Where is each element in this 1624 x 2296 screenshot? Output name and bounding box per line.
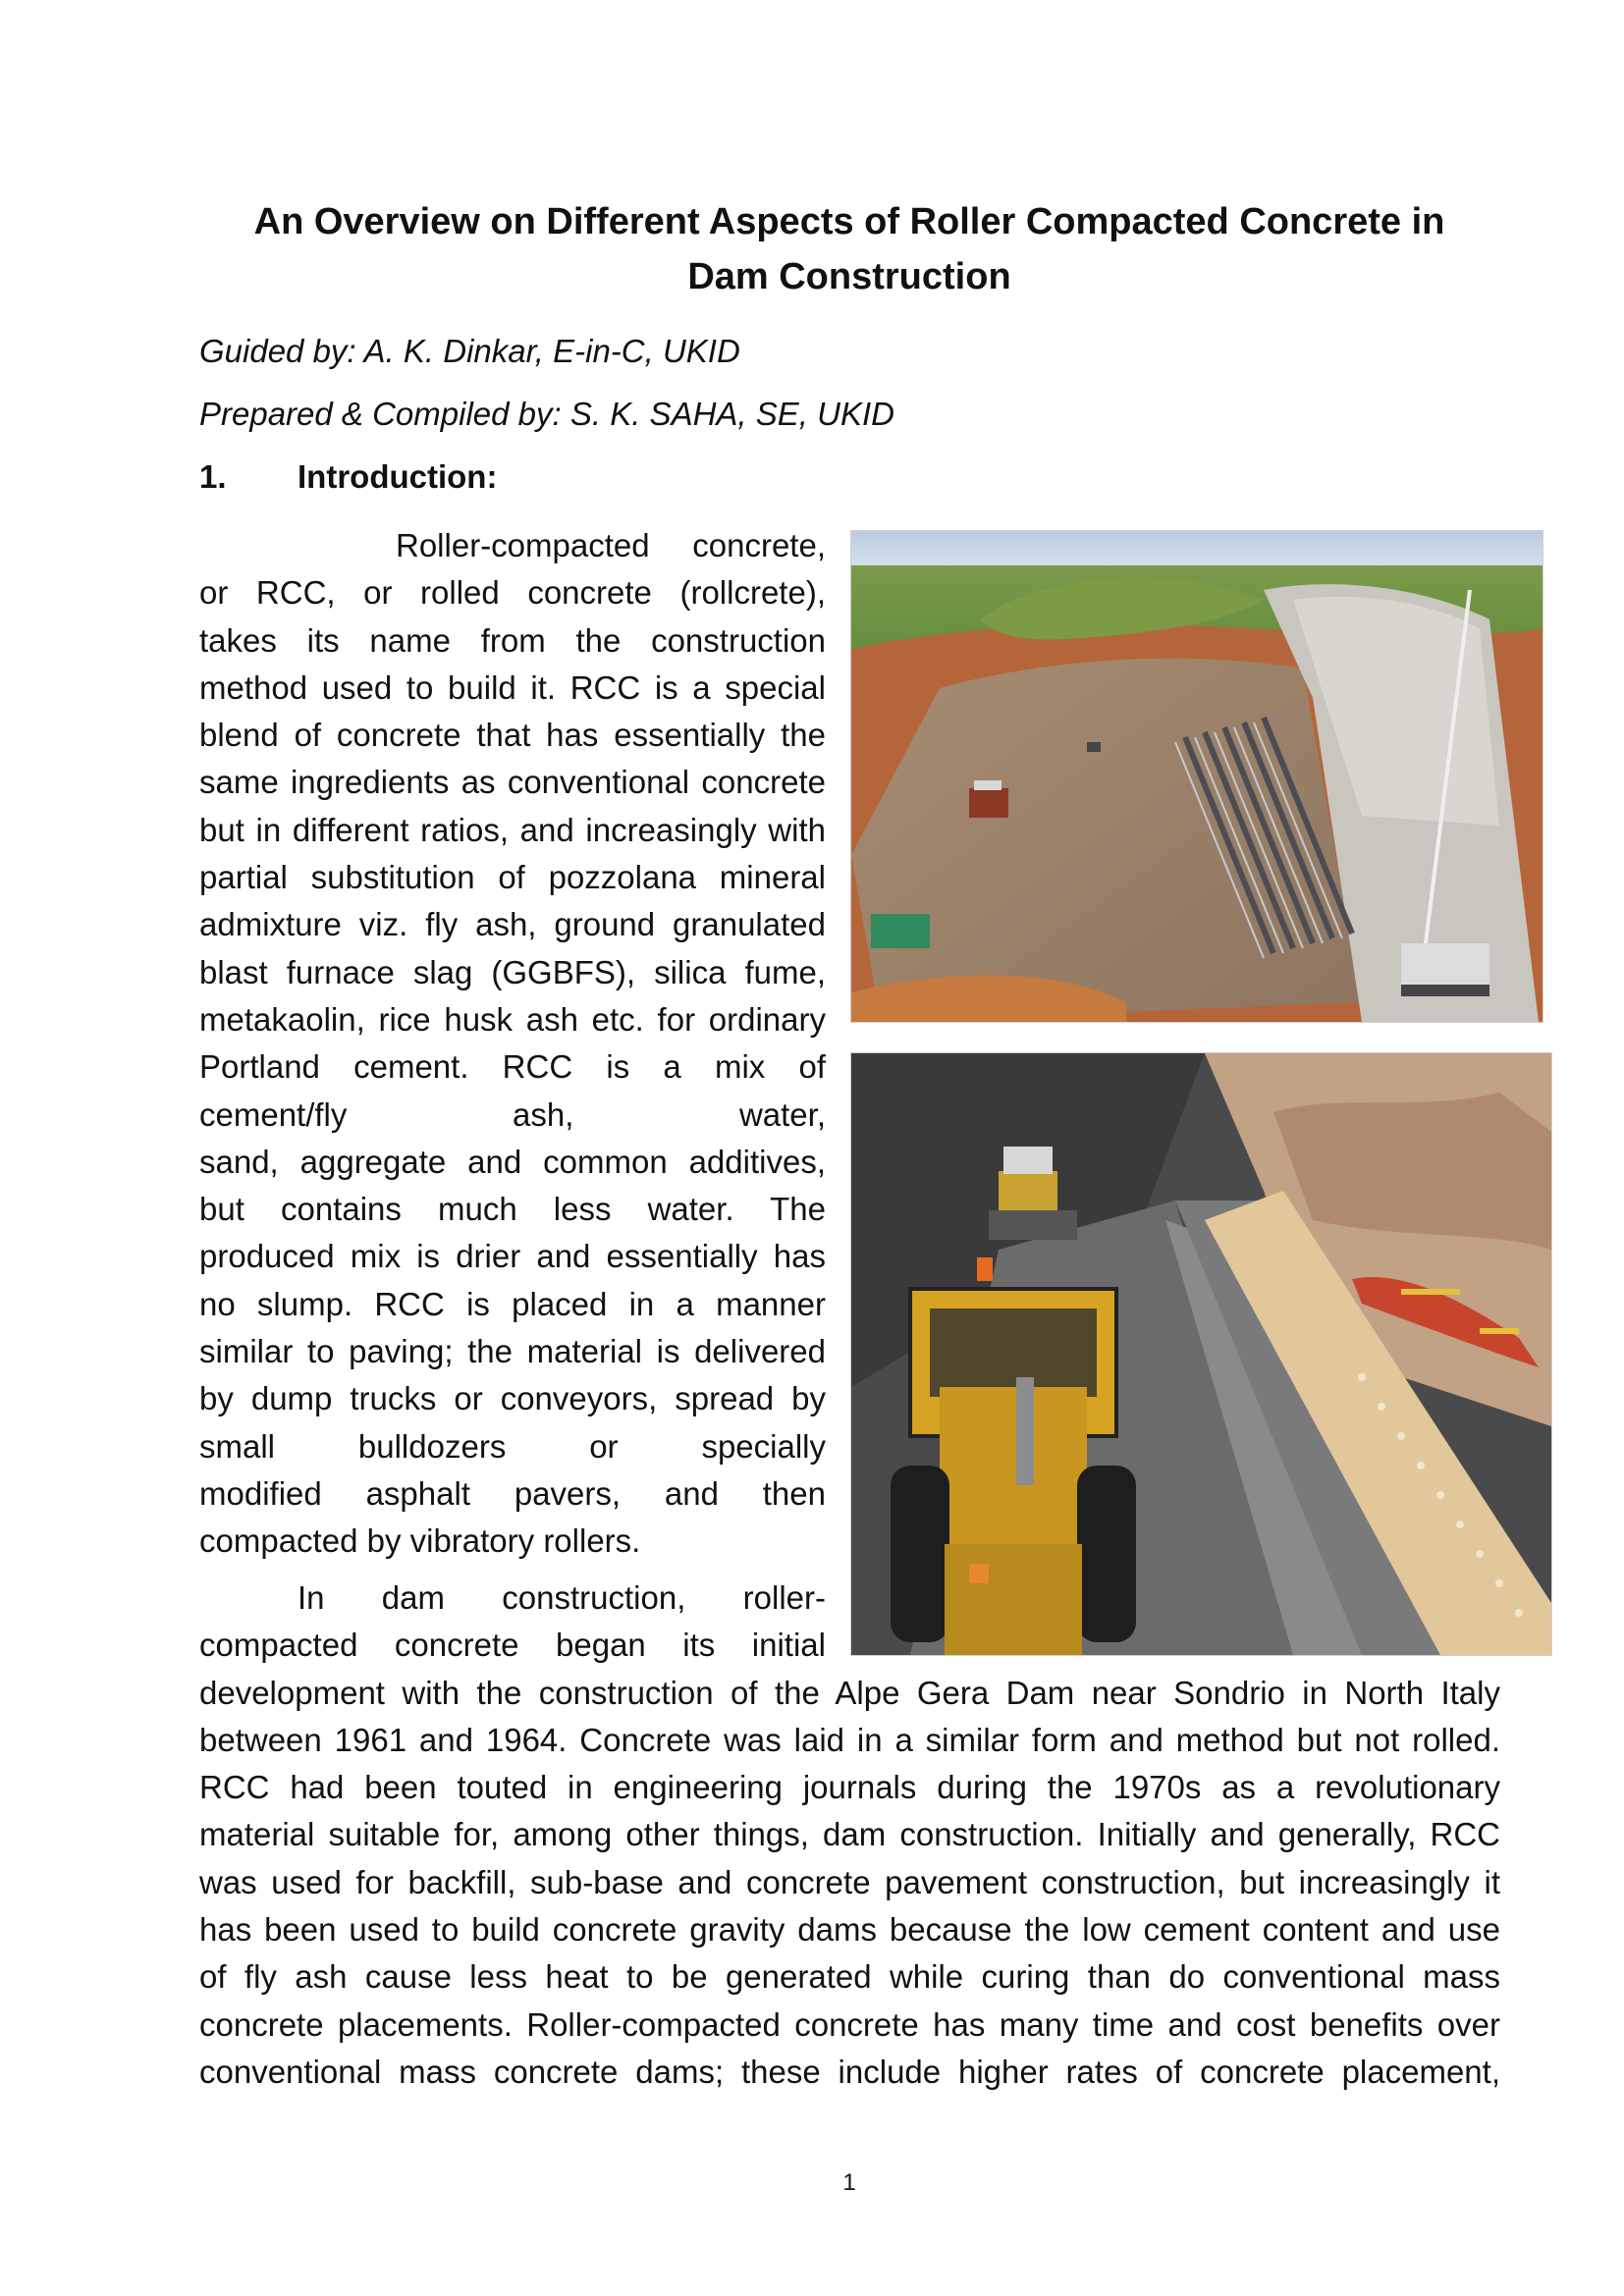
document-title — [196, 194, 1502, 304]
text-line: Roller-compacted concrete, — [396, 527, 826, 563]
text-line: of fly ash cause less heat to be generated while curing than do conventional mass — [199, 1958, 1500, 1996]
intro-paragraph-1 — [199, 522, 826, 1566]
text-line: takes its name from the construction — [199, 621, 826, 659]
rcc-loader-illustration — [851, 1053, 1551, 1655]
intro-paragraph-2-body — [199, 1670, 1500, 2097]
text-line: compacted concrete began its initial — [199, 1627, 826, 1664]
text-line: similar to paving; the material is delivered — [199, 1333, 826, 1370]
text-line: small bulldozers or specially — [199, 1427, 826, 1465]
text-line: modified asphalt pavers, and then — [199, 1474, 826, 1512]
text-line: admixture viz. fly ash, ground granulated — [199, 906, 826, 943]
section-number: 1. — [199, 458, 227, 495]
intro-paragraph-2-start — [199, 1575, 826, 1670]
text-line: blend of concrete that has essentially the — [199, 717, 826, 754]
title-line-2: Dam Construction — [687, 256, 1011, 297]
photo-rcc-dam-aerial — [850, 530, 1543, 1023]
text-line: was used for backfill, sub-base and concrete pavement construction, but increasingly it — [199, 1863, 1500, 1900]
text-line: conventional mass concrete dams; these include higher rates of concrete placement, — [199, 2053, 1500, 2090]
text-line: has been used to build concrete gravity dams because the low cement content and use — [199, 1911, 1500, 1949]
photo-rcc-loader-closeup — [850, 1052, 1552, 1656]
text-line: sand, aggregate and common additives, — [199, 1143, 826, 1180]
text-line: no slump. RCC is placed in a manner — [199, 1285, 826, 1322]
text-line: metakaolin, rice husk ash etc. for ordinary — [199, 1000, 826, 1038]
text-line: In dam construction, roller- — [298, 1579, 826, 1616]
section-title: Introduction: — [298, 458, 498, 495]
text-line: but in different ratios, and increasingly with — [199, 811, 826, 848]
text-line: partial substitution of pozzolana mineral — [199, 859, 826, 896]
text-line: but contains much less water. The — [199, 1191, 826, 1228]
text-line: blast furnace slag (GGBFS), silica fume, — [199, 953, 826, 990]
text-line: or RCC, or rolled concrete (rollcrete), — [199, 574, 826, 612]
text-line: same ingredients as conventional concrete — [199, 764, 826, 801]
text-line: produced mix is drier and essentially has — [199, 1238, 826, 1275]
section-heading — [199, 457, 497, 497]
page-number: 1 — [842, 2169, 856, 2196]
text-line: Portland cement. RCC is a mix of — [199, 1048, 826, 1086]
text-line: RCC had been touted in engineering journals during the 1970s as a revolutionary — [199, 1769, 1500, 1806]
text-line: development with the construction of the Alpe Gera Dam near Sondrio in North Italy — [199, 1674, 1500, 1711]
guided-by-line: Guided by: A. K. Dinkar, E-in-C, UKID — [199, 333, 740, 369]
text-line: material suitable for, among other things, dam construction. Initially and generally, RCC — [199, 1816, 1500, 1853]
rcc-dam-aerial-illustration — [851, 531, 1543, 1022]
text-line: concrete placements. Roller-compacted concrete has many time and cost benefits over — [199, 2005, 1500, 2043]
text-line: cement/fly ash, water, — [199, 1095, 826, 1133]
text-line: compacted by vibratory rollers. — [199, 1522, 641, 1560]
text-line: method used to build it. RCC is a special — [199, 668, 826, 706]
title-line-1: An Overview on Different Aspects of Roller Compacted Concrete in — [253, 201, 1445, 242]
text-line: by dump trucks or conveyors, spread by — [199, 1380, 826, 1417]
text-line: between 1961 and 1964. Concrete was laid in a similar form and method but not rolled. — [199, 1721, 1500, 1758]
prepared-by-line: Prepared & Compiled by: S. K. SAHA, SE, UKID — [199, 396, 894, 432]
